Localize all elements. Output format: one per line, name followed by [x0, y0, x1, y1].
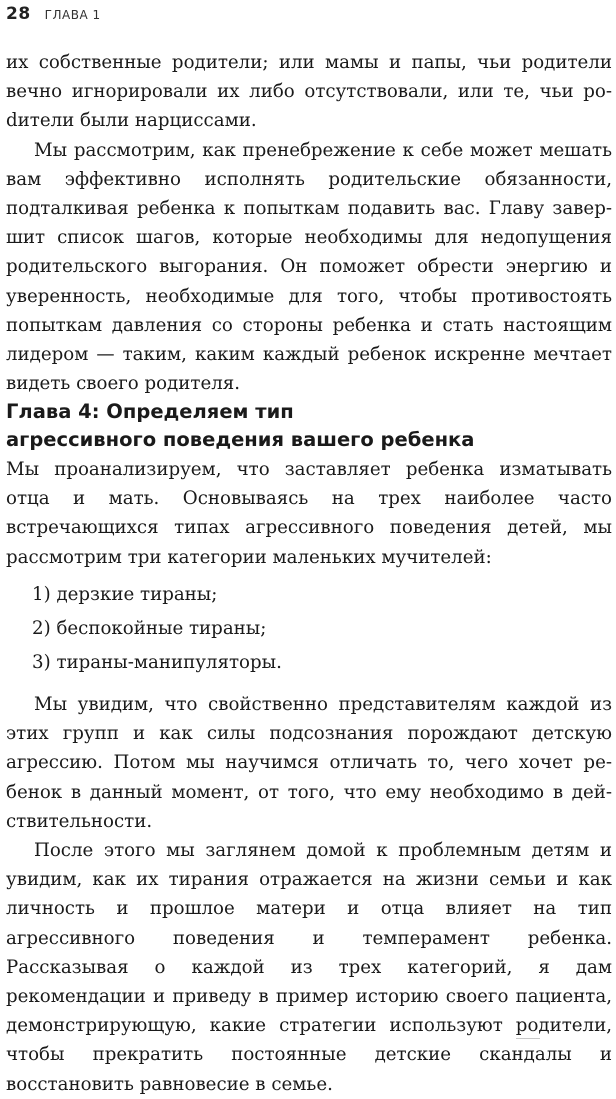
section-heading-line: агрессивного поведения вашего ребенка	[6, 428, 475, 451]
page-number: 28	[6, 4, 31, 24]
tyrant-types-list	[32, 578, 592, 680]
section-intro	[6, 455, 612, 572]
section-heading-line: Глава 4: Определяем тип	[6, 400, 294, 423]
chapter-label: ГЛАВА 1	[44, 8, 101, 22]
footer-divider	[516, 1038, 540, 1039]
paragraph: Мы рассмотрим, как пренебрежение к себе может мешать вам эффективно исполнять родительские обязанности, подталкивая ребенка к попыткам подавить вас. Главу завершит список шагов, которые необходимы для недопущения родительского выгорания. Он поможет обрести энергию и уверенность, необходимые для того, чтобы противостоять попыткам давления со стороны ребенка и стать настоящим лидером — таким, каким каждый ребенок искренне мечтает видеть своего родителя.	[6, 139, 612, 395]
paragraph: Мы увидим, что свойственно представителям каждой из этих групп и как силы подсознания порождают детскую агрессию. Потом мы научимся отличать то, чего хочет ребенок в данный момент, от того, что ему необходимо в действительности.	[6, 694, 612, 832]
running-head	[6, 4, 101, 28]
section-heading	[6, 398, 612, 454]
paragraph: После этого мы заглянем домой к проблемным детям и увидим, как их тирания отражается на жизни семьи и как личность и прошлое матери и отца влияет на тип агрессивного поведения и темперамент ребенка. Рассказывая о каждой из трех категорий, я дам рекомендации и приведу в пример историю своего пациента, демонстрирующую, какие стратегии используют родители, чтобы прекратить постоянные детские скандалы и восстановить равновесие в семье.	[6, 840, 612, 1095]
paragraph: Мы проанализируем, что заставляет ребенка изматывать отца и мать. Основываясь на трех наиболее часто встречающихся типах агрессивного поведения детей, мы рассмотрим три категории маленьких мучителей:	[6, 459, 612, 568]
intro-text	[6, 48, 612, 398]
paragraph: их собственные родители; или мамы и папы, чьи родители вечно игнорировали их либо отсутствовали, или те, чьи роdители были нарциссами.	[6, 52, 612, 132]
list-item: 1) дерзкие тираны;	[32, 584, 218, 605]
list-item: 2) беспокойные тираны;	[32, 618, 267, 639]
list-item: 3) тираны-манипуляторы.	[32, 652, 282, 673]
